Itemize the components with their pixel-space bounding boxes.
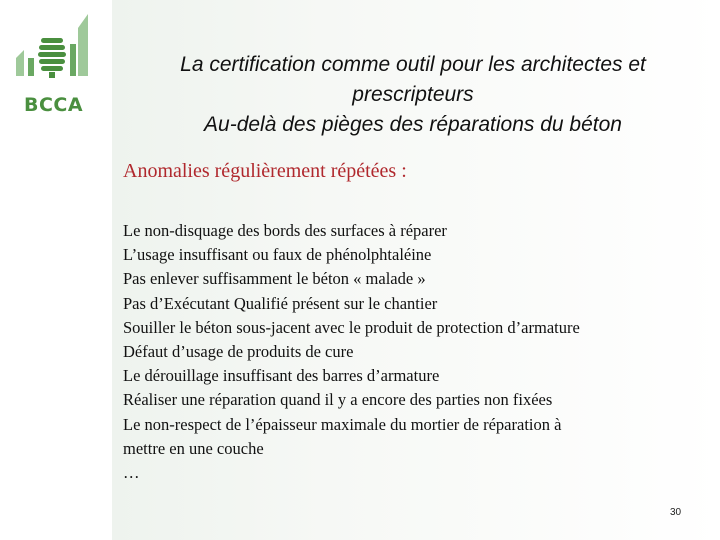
logo-text: BCCA	[24, 94, 84, 116]
list-item: Défaut d’usage de produits de cure	[123, 342, 354, 362]
title-line: prescripteurs	[352, 83, 474, 106]
title-line: Au-delà des pièges des réparations du béton	[204, 113, 622, 136]
list-item: Souiller le béton sous-jacent avec le produit de protection d’armature	[123, 317, 580, 337]
slide-title	[130, 50, 696, 140]
list-item: L’usage insuffisant ou faux de phénolphtaléine	[123, 245, 432, 265]
section-heading: Anomalies régulièrement répétées :	[123, 160, 407, 182]
list-item: …	[123, 463, 140, 483]
title-line: La certification comme outil pour les architectes et	[180, 53, 646, 76]
anomaly-list	[123, 219, 703, 485]
list-item: Pas d’Exécutant Qualifié présent sur le chantier	[123, 293, 438, 313]
bcca-logo-icon	[14, 14, 100, 84]
list-item: mettre en une couche	[123, 438, 264, 458]
list-item: Pas enlever suffisamment le béton « malade »	[123, 269, 426, 289]
list-item: Le dérouillage insuffisant des barres d’armature	[123, 366, 440, 386]
list-item: Réaliser une réparation quand il y a encore des parties non fixées	[123, 390, 553, 410]
list-item: Le non-respect de l’épaisseur maximale du mortier de réparation à	[123, 414, 562, 434]
list-item: Le non-disquage des bords des surfaces à réparer	[123, 221, 447, 240]
page-number: 30	[670, 507, 682, 518]
bcca-logo	[14, 14, 100, 114]
